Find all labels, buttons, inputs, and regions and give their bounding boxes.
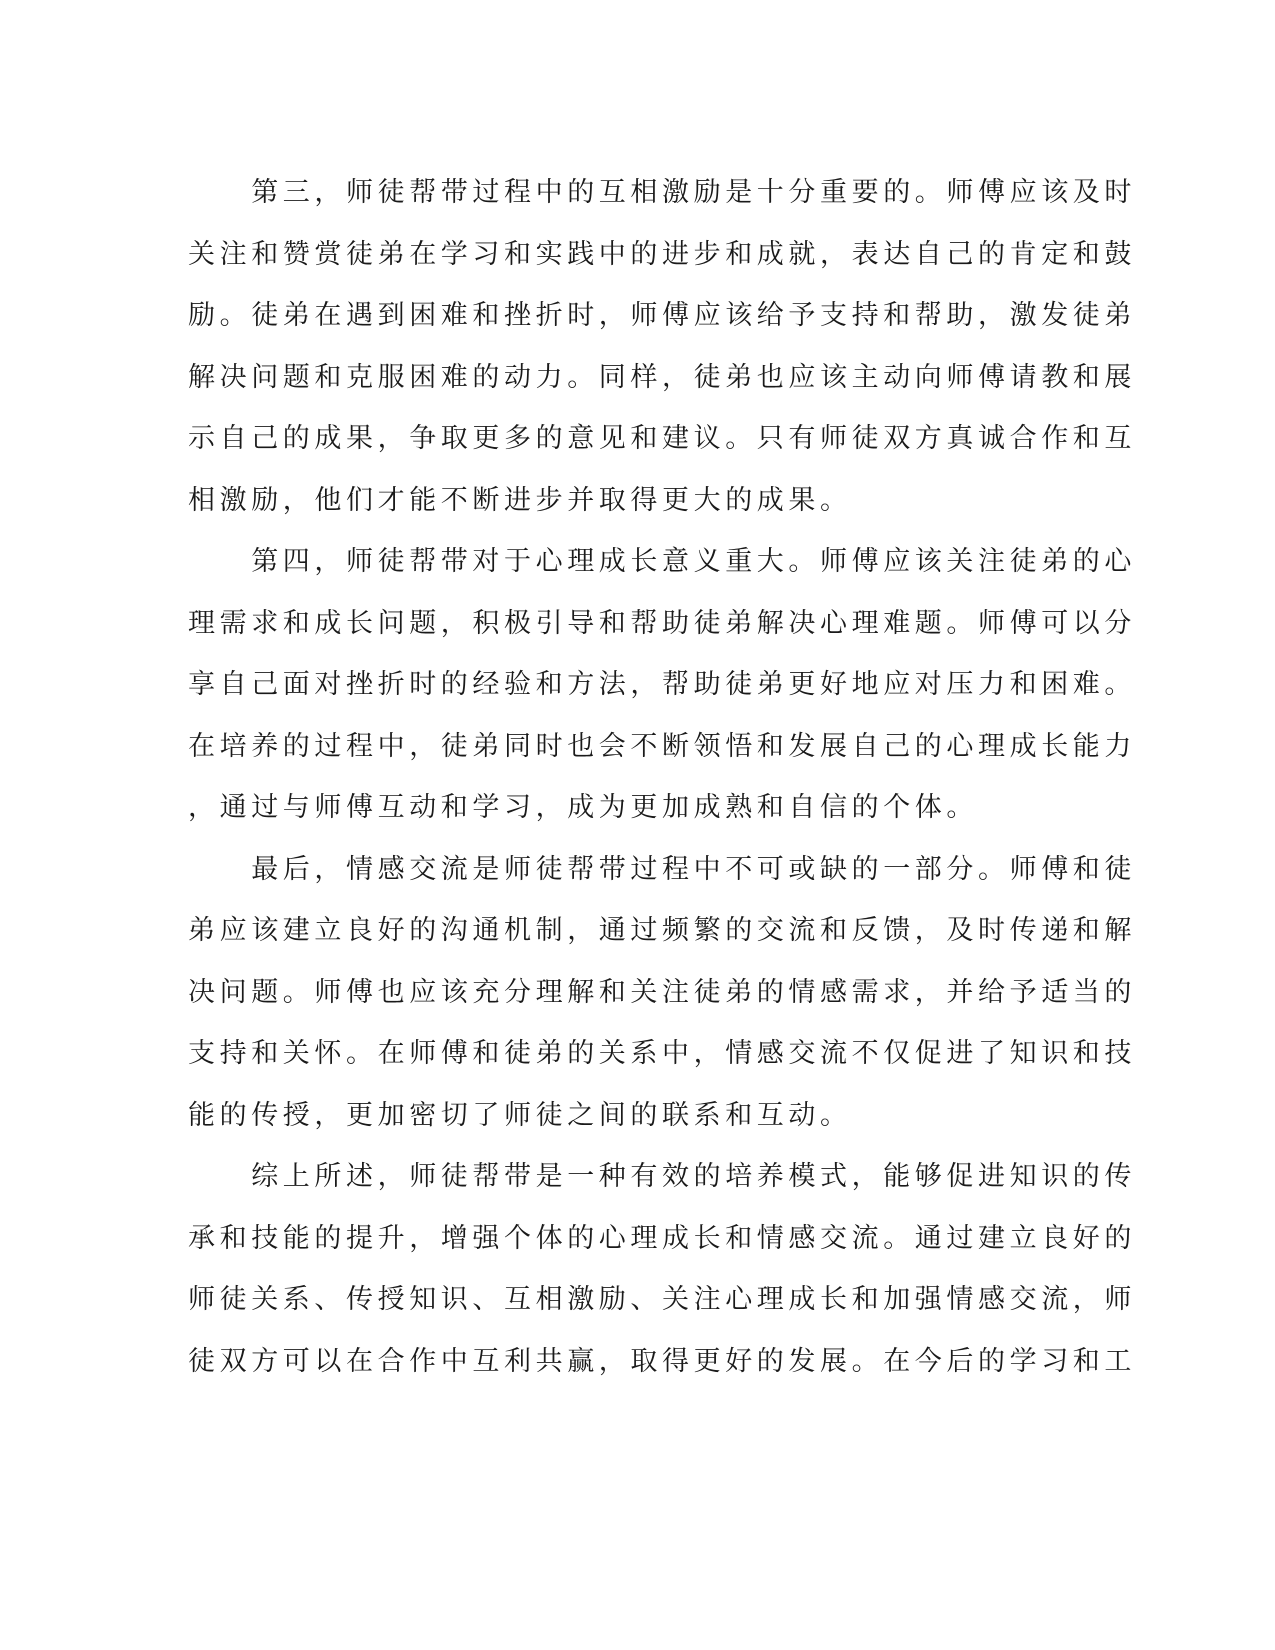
text-line: 最后，情感交流是师徒帮带过程中不可或缺的一部分。师傅和徒 [188, 853, 1136, 885]
text-line: ，通过与师傅互动和学习，成为更加成熟和自信的个体。 [188, 792, 978, 823]
text-line: 关注和赞赏徒弟在学习和实践中的进步和成就，表达自己的肯定和鼓 [188, 238, 1136, 270]
text-line: 能的传授，更加密切了师徒之间的联系和互动。 [188, 1099, 852, 1131]
text-line: 决问题。师傅也应该充分理解和关注徒弟的情感需求，并给予适当的 [188, 976, 1136, 1008]
text-line: 理需求和成长问题，积极引导和帮助徒弟解决心理难题。师傅可以分 [188, 607, 1136, 639]
paragraph-psychological-growth [188, 531, 1136, 839]
text-line: 享自己面对挫折时的经验和方法，帮助徒弟更好地应对压力和困难。 [188, 669, 1136, 700]
text-line: 解决问题和克服困难的动力。同样，徒弟也应该主动向师傅请教和展 [188, 361, 1136, 393]
text-line: 弟应该建立良好的沟通机制，通过频繁的交流和反馈，及时传递和解 [188, 915, 1136, 946]
paragraph-summary [188, 1146, 1136, 1392]
text-line: 承和技能的提升，增强个体的心理成长和情感交流。通过建立良好的 [188, 1222, 1136, 1254]
text-line: 支持和关怀。在师傅和徒弟的关系中，情感交流不仅促进了知识和技 [188, 1038, 1136, 1069]
text-line: 徒双方可以在合作中互利共赢，取得更好的发展。在今后的学习和工 [188, 1345, 1136, 1377]
document-body [188, 162, 1136, 1392]
text-line: 综上所述，师徒帮带是一种有效的培养模式，能够促进知识的传 [188, 1161, 1136, 1192]
text-line: 示自己的成果，争取更多的意见和建议。只有师徒双方真诚合作和互 [188, 423, 1136, 454]
text-line: 第四，师徒帮带对于心理成长意义重大。师傅应该关注徒弟的心 [188, 546, 1136, 577]
text-line: 相激励，他们才能不断进步并取得更大的成果。 [188, 484, 852, 516]
text-line: 第三，师徒帮带过程中的互相激励是十分重要的。师傅应该及时 [188, 177, 1136, 208]
text-line: 师徒关系、传授知识、互相激励、关注心理成长和加强情感交流，师 [188, 1284, 1136, 1315]
paragraph-mutual-encouragement [188, 162, 1136, 531]
text-line: 在培养的过程中，徒弟同时也会不断领悟和发展自己的心理成长能力 [188, 730, 1136, 762]
text-line: 励。徒弟在遇到困难和挫折时，师傅应该给予支持和帮助，激发徒弟 [188, 300, 1136, 331]
paragraph-emotional-communication [188, 839, 1136, 1147]
